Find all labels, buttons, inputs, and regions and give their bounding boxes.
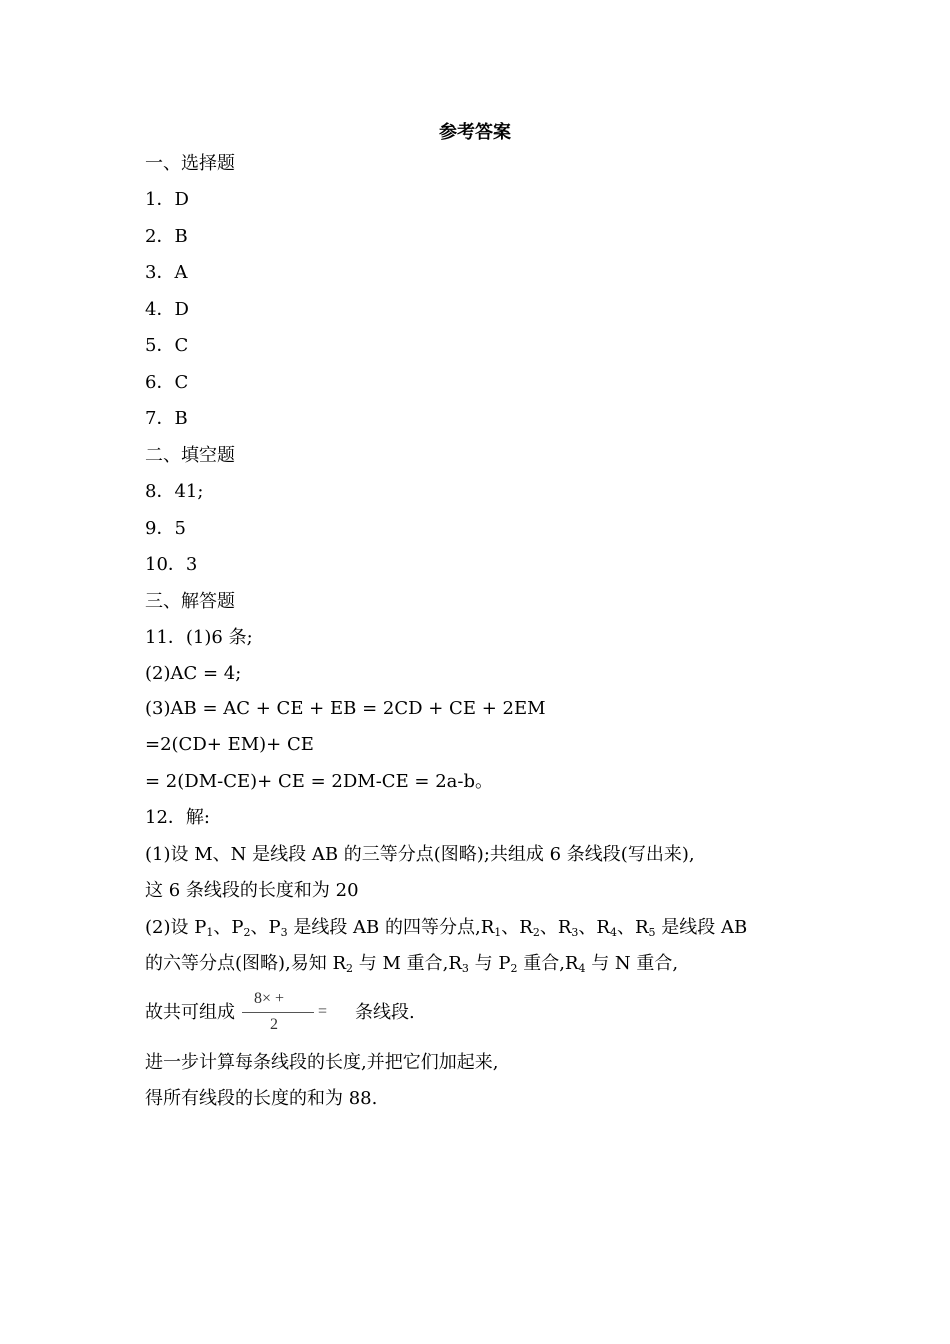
fraction-equals: =: [318, 1003, 328, 1020]
q11-line-5: = 2(DM-CE)+ CE = 2DM-CE = 2a-b。: [145, 771, 494, 792]
choice-answer-4: 4．D: [145, 299, 189, 320]
fraction-numerator: 8× +: [254, 990, 285, 1007]
q11-line-2: (2)AC = 4;: [145, 663, 242, 684]
fill-answer-8: 8．41;: [145, 481, 204, 502]
q12-line-2: (1)设 M、N 是线段 AB 的三等分点(图略);共组成 6 条线段(写出来),: [145, 844, 695, 865]
choice-answer-7: 7．B: [145, 408, 188, 429]
q12-line-5: 的六等分点(图略),易知 $R_2$ 与 M 重合$,R_3$ 与 $P_2$ 重合$,R_4$ 与 N 重合,: [145, 953, 679, 975]
q12-line-8: 得所有线段的长度的和为 88.: [145, 1088, 378, 1109]
choice-answer-1: 1．D: [145, 189, 189, 210]
q12-line-4: (2)设 $P_1$、$P_2$、$P_3$ 是线段 AB 的四等分点$,R_1$、$R_2$、$R_3$、$R_4$、$R_5$ 是线段 AB: [145, 917, 748, 939]
choice-answer-2: 2．B: [145, 226, 188, 247]
choice-answer-6: 6．C: [145, 372, 189, 393]
choice-answer-3: 3．A: [145, 262, 188, 283]
q12-line-7: 进一步计算每条线段的长度,并把它们加起来,: [145, 1052, 499, 1073]
fraction-denominator: 2: [270, 1016, 278, 1033]
choice-answer-5: 5．C: [145, 335, 189, 356]
q12-line-3: 这 6 条线段的长度和为 20: [145, 880, 359, 901]
q12-line-6-prefix: 故共可组成: [145, 1002, 235, 1023]
q12-line-6-suffix: 条线段.: [355, 1002, 415, 1023]
fraction-expression: [240, 990, 314, 1036]
section-fill-heading: 二、填空题: [145, 445, 235, 466]
section-solve-heading: 三、解答题: [145, 591, 235, 612]
fill-answer-10: 10．3: [145, 554, 198, 575]
page-title: 参考答案: [439, 122, 511, 143]
section-choice-heading: 一、选择题: [145, 153, 235, 174]
fill-answer-9: 9．5: [145, 518, 186, 539]
q11-line-1: 11．(1)6 条;: [145, 627, 253, 648]
q12-line-1: 12．解:: [145, 807, 210, 828]
q11-line-4: =2(CD+ EM)+ CE: [145, 734, 314, 755]
q11-line-3: (3)AB = AC + CE + EB = 2CD + CE + 2EM: [145, 698, 546, 719]
fraction-bar: [242, 1012, 314, 1013]
